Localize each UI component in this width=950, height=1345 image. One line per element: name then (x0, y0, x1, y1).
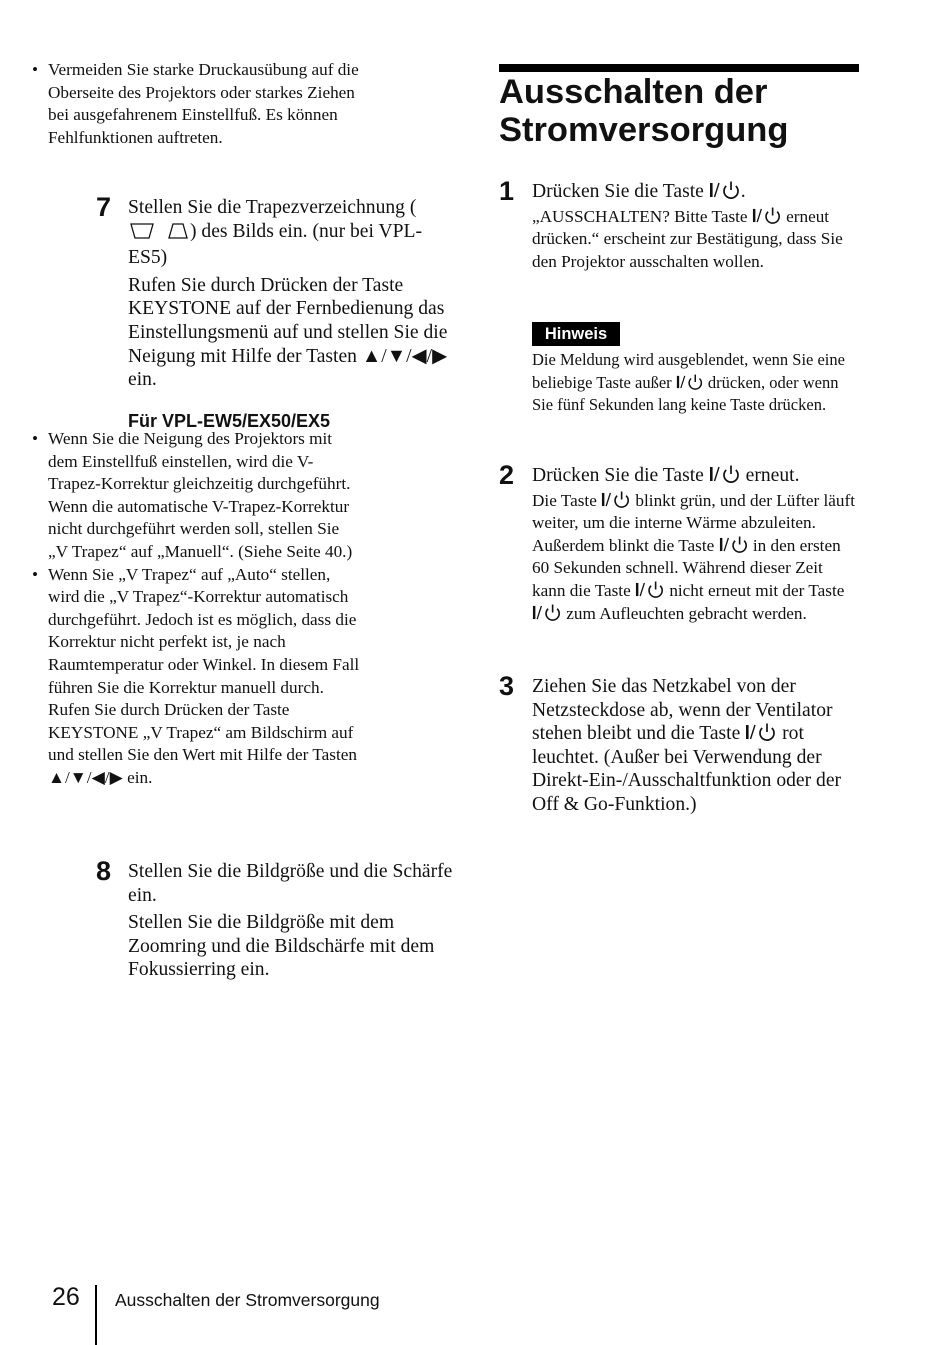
bullet-item: • Wenn Sie „V Trapez“ auf „Auto“ stellen, wird die „V Trapez“-Korrektur automatisch durchgeführt. Jedoch ist es möglich, dass die Korrektur nicht perfekt ist, je nach Raumtemperatur oder Winkel. In diesem Fall führen Sie die Korrektur manuell durch. Rufen Sie durch Drücken der Taste KEYSTONE „V Trapez“ am Bildschirm auf und stellen Sie den Wert mit Hilfe der Tasten ▲/▼/◀/▶ ein. (32, 564, 360, 790)
step-number: 2 (499, 460, 515, 490)
step-title: Drücken Sie die Taste erneut. (532, 465, 800, 486)
page-title: Ausschalten der Stromversorgung (499, 73, 789, 149)
step-title: Drücken Sie die Taste . (532, 181, 746, 202)
bullet-item: • Vermeiden Sie starke Druckausübung auf die Oberseite des Projektors oder starkes Ziehen bei ausgefahrenem Einstellfuß. Es können Fehlfunktionen auftreten. (32, 59, 360, 149)
note-label: Hinweis (532, 322, 620, 346)
footer-section-title: Ausschalten der Stromversorgung (115, 1290, 380, 1310)
step-number: 8 (96, 856, 112, 886)
step-number: 3 (499, 671, 515, 701)
step-body: Rufen Sie durch Drücken der Taste KEYSTONE auf der Fernbedienung das Einstellungsmenü auf und stellen Sie die Neigung mit Hilfe der Tasten ▲/▼/◀/▶ ein. (128, 274, 448, 391)
step-number: 7 (96, 192, 112, 222)
power-standby-icon (745, 723, 777, 741)
top-bullet-list (32, 59, 360, 149)
power-standby-icon (601, 491, 631, 508)
step-body: „AUSSCHALTEN? Bitte Taste erneut drücken.“ erscheint zur Bestätigung, dass Sie den Projektor ausschalten wollen. (532, 206, 843, 271)
bullet-item: • Wenn Sie die Neigung des Projektors mit dem Einstellfuß einstellen, wird die V-Trapez-Korrektur gleichzeitig durchgeführt. Wenn die automatische V-Trapez-Korrektur nicht durchgeführt werden soll, stellen Sie „V Trapez“ auf „Manuell“. (Siehe Seite 40.) (32, 428, 360, 564)
step-body: Die Taste blinkt grün, und der Lüfter läuft weiter, um die interne Wärme abzuleiten. Außerdem blinkt die Taste in den ersten 60 Sekunden schnell. Während dieser Zeit kann die Taste nicht erneut mit der Taste zum Aufleuchten gebracht werden. (532, 490, 855, 623)
footer-divider (95, 1285, 97, 1345)
step-title: Ziehen Sie das Netzkabel von der Netzsteckdose ab, wenn der Ventilator stehen bleibt und die Taste rot leuchtet. (Außer bei Verwendung der Direkt-Ein-/Ausschaltfunktion oder der Off & Go-Funktion.) (532, 676, 842, 815)
page-number: 26 (52, 1283, 80, 1311)
step-title: Stellen Sie die Bildgröße und die Schärfe ein. (128, 861, 453, 906)
power-standby-icon (752, 207, 782, 224)
bullet-continuation: Rufen Sie durch Drücken der Taste KEYSTONE „V Trapez“ am Bildschirm auf und stellen Sie den Wert mit Hilfe der Tasten ▲/▼/◀/▶ ein. (48, 700, 357, 787)
step-body: Stellen Sie die Bildgröße mit dem Zoomring und die Bildschärfe mit dem Fokussierring ein. (128, 912, 435, 981)
power-standby-icon (719, 536, 749, 553)
step-number: 1 (499, 176, 515, 206)
power-standby-icon (676, 374, 704, 390)
power-standby-icon (532, 604, 562, 621)
subheading: Für VPL-EW5/EX50/EX5 (128, 410, 331, 431)
power-standby-icon (709, 181, 741, 199)
power-standby-icon (635, 581, 665, 598)
note-text: Die Meldung wird ausgeblendet, wenn Sie eine beliebige Taste außer drücken, oder wenn Sie fünf Sekunden lang keine Taste drücken. (532, 350, 845, 414)
model-bullet-list (32, 428, 360, 790)
heading-rule (499, 64, 859, 72)
step-title: Stellen Sie die Trapezverzeichnung () des Bilds ein. (nur bei VPL-ES5) (128, 197, 423, 269)
keystone-shapes-icon (128, 222, 190, 247)
power-standby-icon (709, 465, 741, 483)
